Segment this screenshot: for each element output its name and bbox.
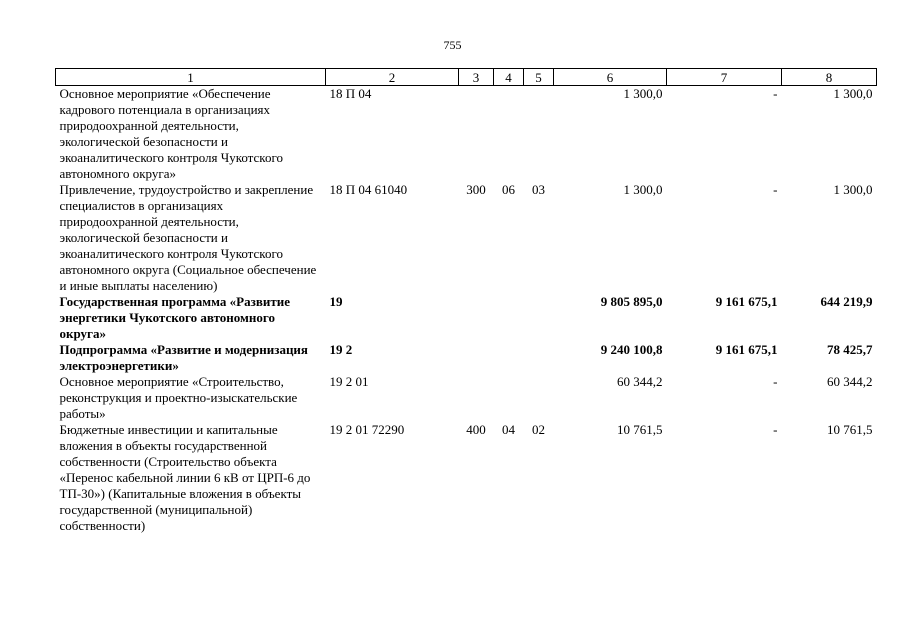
amount-regional: 1 300,0 [833, 86, 873, 101]
amount-total: 9 240 100,8 [600, 342, 663, 357]
section [494, 86, 524, 183]
expense-type [459, 294, 494, 342]
amount-federal: - [773, 374, 778, 389]
column-header: 4 [494, 69, 524, 86]
amount-regional: 10 761,5 [827, 422, 873, 437]
item-name: Подпрограмма «Развитие и модернизация электроэнергетики» [59, 342, 308, 373]
amount-total: 9 805 895,0 [600, 294, 663, 309]
column-header: 7 [667, 69, 782, 86]
column-header: 5 [524, 69, 554, 86]
amount-total: 60 344,2 [617, 374, 663, 389]
amount-federal: - [773, 422, 778, 437]
subsection [524, 374, 554, 422]
table-row [56, 86, 877, 183]
table-row [56, 342, 877, 374]
table-row [56, 374, 877, 422]
subsection: 03 [532, 182, 545, 197]
classification-code: 19 2 [329, 342, 353, 357]
item-name: Государственная программа «Развитие энергетики Чукотского автономного округа» [59, 294, 290, 341]
table-row [56, 422, 877, 534]
item-name: Привлечение, трудоустройство и закрепление специалистов в организациях природоохранной деятельности, экологической безопасности и экоаналитического контроля Чукотского автономного округа (Социальное обеспечение и иные выплаты населению) [59, 182, 317, 293]
classification-code: 19 [329, 294, 343, 309]
table-body [56, 86, 877, 535]
amount-regional: 78 425,7 [827, 342, 873, 357]
item-name: Основное мероприятие «Обеспечение кадрового потенциала в организациях природоохранной деятельности, экологической безопасности и экоаналитического контроля Чукотского автономного округа» [59, 86, 283, 181]
amount-federal: 9 161 675,1 [715, 342, 778, 357]
item-name: Основное мероприятие «Строительство, реконструкция и проектно-изыскательские работы» [59, 374, 298, 421]
classification-code: 19 2 01 72290 [329, 422, 405, 437]
subsection [524, 294, 554, 342]
column-header: 6 [554, 69, 667, 86]
section [494, 374, 524, 422]
expense-type: 300 [466, 182, 486, 197]
column-header: 8 [782, 69, 877, 86]
page-number: 755 [443, 38, 462, 52]
classification-code: 19 2 01 [329, 374, 369, 389]
header-row [56, 69, 877, 86]
subsection [524, 86, 554, 183]
expense-type [459, 86, 494, 183]
section [494, 342, 524, 374]
amount-total: 1 300,0 [623, 86, 663, 101]
table-row [56, 294, 877, 342]
column-header: 1 [56, 69, 326, 86]
amount-total: 1 300,0 [623, 182, 663, 197]
amount-federal: - [773, 86, 778, 101]
section: 06 [502, 182, 515, 197]
budget-table [55, 68, 877, 534]
subsection [524, 342, 554, 374]
amount-regional: 1 300,0 [833, 182, 873, 197]
amount-regional: 644 219,9 [820, 294, 873, 309]
column-header: 3 [459, 69, 494, 86]
expense-type [459, 374, 494, 422]
section: 04 [502, 422, 515, 437]
table-row [56, 182, 877, 294]
section [494, 294, 524, 342]
classification-code: 18 П 04 [329, 86, 372, 101]
subsection: 02 [532, 422, 545, 437]
classification-code: 18 П 04 61040 [329, 182, 408, 197]
column-header: 2 [326, 69, 459, 86]
amount-total: 10 761,5 [617, 422, 663, 437]
expense-type [459, 342, 494, 374]
amount-regional: 60 344,2 [827, 374, 873, 389]
amount-federal: 9 161 675,1 [715, 294, 778, 309]
amount-federal: - [773, 182, 778, 197]
expense-type: 400 [466, 422, 486, 437]
item-name: Бюджетные инвестиции и капитальные вложения в объекты государственной собственности (Строительство объекта «Перенос кабельной линии 6 кВ от ЦРП-6 до ТП-30») (Капитальные вложения в объекты государственной (муниципальной) собственности) [59, 422, 311, 533]
